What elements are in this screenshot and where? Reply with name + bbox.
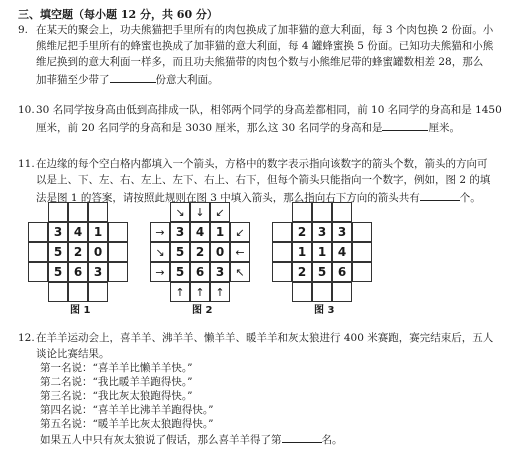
fig1-edge-right-2[interactable]	[108, 262, 128, 282]
fig1-number-cell: 5	[48, 242, 68, 262]
q9-line-1: 在某天的聚会上，功夫熊猫把手里所有的肉包换成了加菲猫的意大利面，每 3 个肉包换 2 份面。小	[36, 24, 494, 36]
q10-answer-blank[interactable]	[382, 120, 428, 131]
fig2-number-cell: 4	[190, 222, 210, 242]
q11-number: 11.	[18, 158, 35, 170]
fig2-number-cell: 5	[170, 262, 190, 282]
figure-2-label: 图 2	[192, 305, 213, 316]
q11-text-after-blank: 个。	[459, 192, 481, 204]
q12-statement-3: 第三名说：“我比灰太狼跑得快。”	[40, 390, 193, 402]
fig1-edge-bottom-2[interactable]	[88, 282, 108, 302]
q11-line-1: 在边缘的每个空白格内都填入一个箭头，方格中的数字表示指向该数字的箭头个数，箭头的方向可	[36, 158, 488, 170]
q12-line-2: 谈论比赛结果。	[36, 348, 110, 360]
fig2-edge-left-0[interactable]: →	[150, 222, 170, 242]
fig1-number-cell: 0	[88, 242, 108, 262]
fig2-number-cell: 0	[210, 242, 230, 262]
fig2-edge-left-1[interactable]: ↘	[150, 242, 170, 262]
fig1-number-cell: 4	[68, 222, 88, 242]
q12-statement-1: 第一名说：“喜羊羊比懒羊羊快。”	[40, 362, 193, 374]
fig3-edge-left-0[interactable]	[272, 222, 292, 242]
q10-number: 10.	[18, 104, 35, 116]
fig2-number-cell: 5	[170, 242, 190, 262]
fig2-number-cell: 3	[170, 222, 190, 242]
fig3-number-cell: 3	[312, 222, 332, 242]
fig2-number-cell: 2	[190, 242, 210, 262]
fig3-number-cell: 5	[312, 262, 332, 282]
q9-line-3: 维尼换到的意大利面一样多，而且功夫熊猫带的肉包个数与小熊维尼带的蜂蜜罐数相差 28，那么	[36, 56, 484, 68]
section-heading: 三、填空题（每小题 12 分，共 60 分）	[18, 8, 218, 21]
fig2-edge-right-1[interactable]: ←	[230, 242, 250, 262]
fig3-number-cell: 2	[292, 262, 312, 282]
fig1-number-cell: 2	[68, 242, 88, 262]
fig3-number-cell: 3	[332, 222, 352, 242]
figure-3-grid	[272, 202, 372, 302]
q11-answer-blank[interactable]	[420, 190, 460, 201]
fig2-edge-left-2[interactable]: →	[150, 262, 170, 282]
figure-1-label: 图 1	[70, 305, 91, 316]
fig1-edge-bottom-0[interactable]	[48, 282, 68, 302]
fig3-edge-left-1[interactable]	[272, 242, 292, 262]
fig1-edge-bottom-1[interactable]	[68, 282, 88, 302]
q10-text-before-blank: 厘米，前 20 名同学的身高和是 3030 厘米，那么这 30 名同学的身高和是	[36, 122, 383, 134]
fig1-number-cell: 5	[48, 262, 68, 282]
q12-final-line	[40, 432, 343, 447]
q12-statement-2: 第二名说：“我比暖羊羊跑得快。”	[40, 376, 193, 388]
fig3-number-cell: 4	[332, 242, 352, 262]
fig1-number-cell: 1	[88, 222, 108, 242]
fig3-edge-right-2[interactable]	[352, 262, 372, 282]
q9-text-after-blank: 份意大利面。	[155, 74, 219, 86]
fig1-edge-top-1[interactable]	[68, 202, 88, 222]
fig2-number-cell: 6	[190, 262, 210, 282]
fig2-edge-bottom-2[interactable]: ↑	[210, 282, 230, 302]
q10-text-after-blank: 厘米。	[428, 122, 460, 134]
q12-text-after-blank: 名。	[321, 434, 343, 446]
q9-text-before-blank: 加菲猫至少带了	[36, 74, 110, 86]
fig3-edge-top-1[interactable]	[312, 202, 332, 222]
fig3-edge-top-2[interactable]	[332, 202, 352, 222]
fig1-number-cell: 3	[88, 262, 108, 282]
q12-statement-5: 第五名说：“暖羊羊比灰太狼跑得快。”	[40, 418, 214, 430]
fig2-edge-top-0[interactable]: ↘	[170, 202, 190, 222]
fig3-edge-bottom-0[interactable]	[292, 282, 312, 302]
q12-answer-blank[interactable]	[282, 432, 322, 443]
fig1-edge-top-0[interactable]	[48, 202, 68, 222]
q12-number: 12.	[18, 332, 35, 344]
q9-line-4	[36, 72, 219, 87]
fig1-number-cell: 3	[48, 222, 68, 242]
fig3-number-cell: 1	[312, 242, 332, 262]
fig1-edge-left-2[interactable]	[28, 262, 48, 282]
figure-2-grid	[150, 202, 250, 302]
q10-line-2	[36, 120, 460, 135]
fig1-edge-top-2[interactable]	[88, 202, 108, 222]
fig3-number-cell: 6	[332, 262, 352, 282]
fig2-edge-right-0[interactable]: ↙	[230, 222, 250, 242]
fig2-number-cell: 1	[210, 222, 230, 242]
fig2-edge-top-1[interactable]: ↓	[190, 202, 210, 222]
figure-1-grid	[28, 202, 128, 302]
fig3-edge-right-1[interactable]	[352, 242, 372, 262]
q12-statement-4: 第四名说：“喜羊羊比沸羊羊跑得快。”	[40, 404, 214, 416]
fig1-edge-left-0[interactable]	[28, 222, 48, 242]
figure-3-label: 图 3	[314, 305, 335, 316]
fig2-edge-bottom-0[interactable]: ↑	[170, 282, 190, 302]
fig2-edge-bottom-1[interactable]: ↑	[190, 282, 210, 302]
fig1-number-cell: 6	[68, 262, 88, 282]
fig1-edge-left-1[interactable]	[28, 242, 48, 262]
fig3-number-cell: 2	[292, 222, 312, 242]
q9-answer-blank[interactable]	[110, 72, 156, 83]
fig2-number-cell: 3	[210, 262, 230, 282]
fig3-edge-top-0[interactable]	[292, 202, 312, 222]
q11-text-before-blank: 法是图 1 的答案，请按照此规则在图 3 中填入箭头，那么指向右下方向的箭头共有	[36, 192, 420, 204]
q11-line-2: 以是上、下、左、右、左上、左下、右上、右下，但每个箭头只能指向一个数字，例如，图 2 的填	[36, 174, 491, 186]
fig3-edge-bottom-1[interactable]	[312, 282, 332, 302]
q10-line-1: 30 名同学按身高由低到高排成一队，相邻两个同学的身高差都相同，前 10 名同学的身高和是 1450	[36, 104, 502, 116]
fig3-edge-bottom-2[interactable]	[332, 282, 352, 302]
fig1-edge-right-0[interactable]	[108, 222, 128, 242]
fig1-edge-right-1[interactable]	[108, 242, 128, 262]
fig3-edge-right-0[interactable]	[352, 222, 372, 242]
q12-text-before-blank: 如果五人中只有灰太狼说了假话，那么喜羊羊得了第	[40, 434, 282, 446]
fig2-edge-top-2[interactable]: ↙	[210, 202, 230, 222]
fig3-edge-left-2[interactable]	[272, 262, 292, 282]
q12-line-1: 在羊羊运动会上，喜羊羊、沸羊羊、懒羊羊、暖羊羊和灰太狼进行 400 米赛跑，赛完结束后，五人	[36, 332, 494, 344]
fig2-edge-right-2[interactable]: ↖	[230, 262, 250, 282]
fig3-number-cell: 1	[292, 242, 312, 262]
q9-number: 9.	[18, 24, 29, 36]
q9-line-2: 熊维尼把手里所有的蜂蜜也换成了加菲猫的意大利面，每 4 罐蜂蜜换 5 份面。已知功夫熊猫和小熊	[36, 40, 494, 52]
